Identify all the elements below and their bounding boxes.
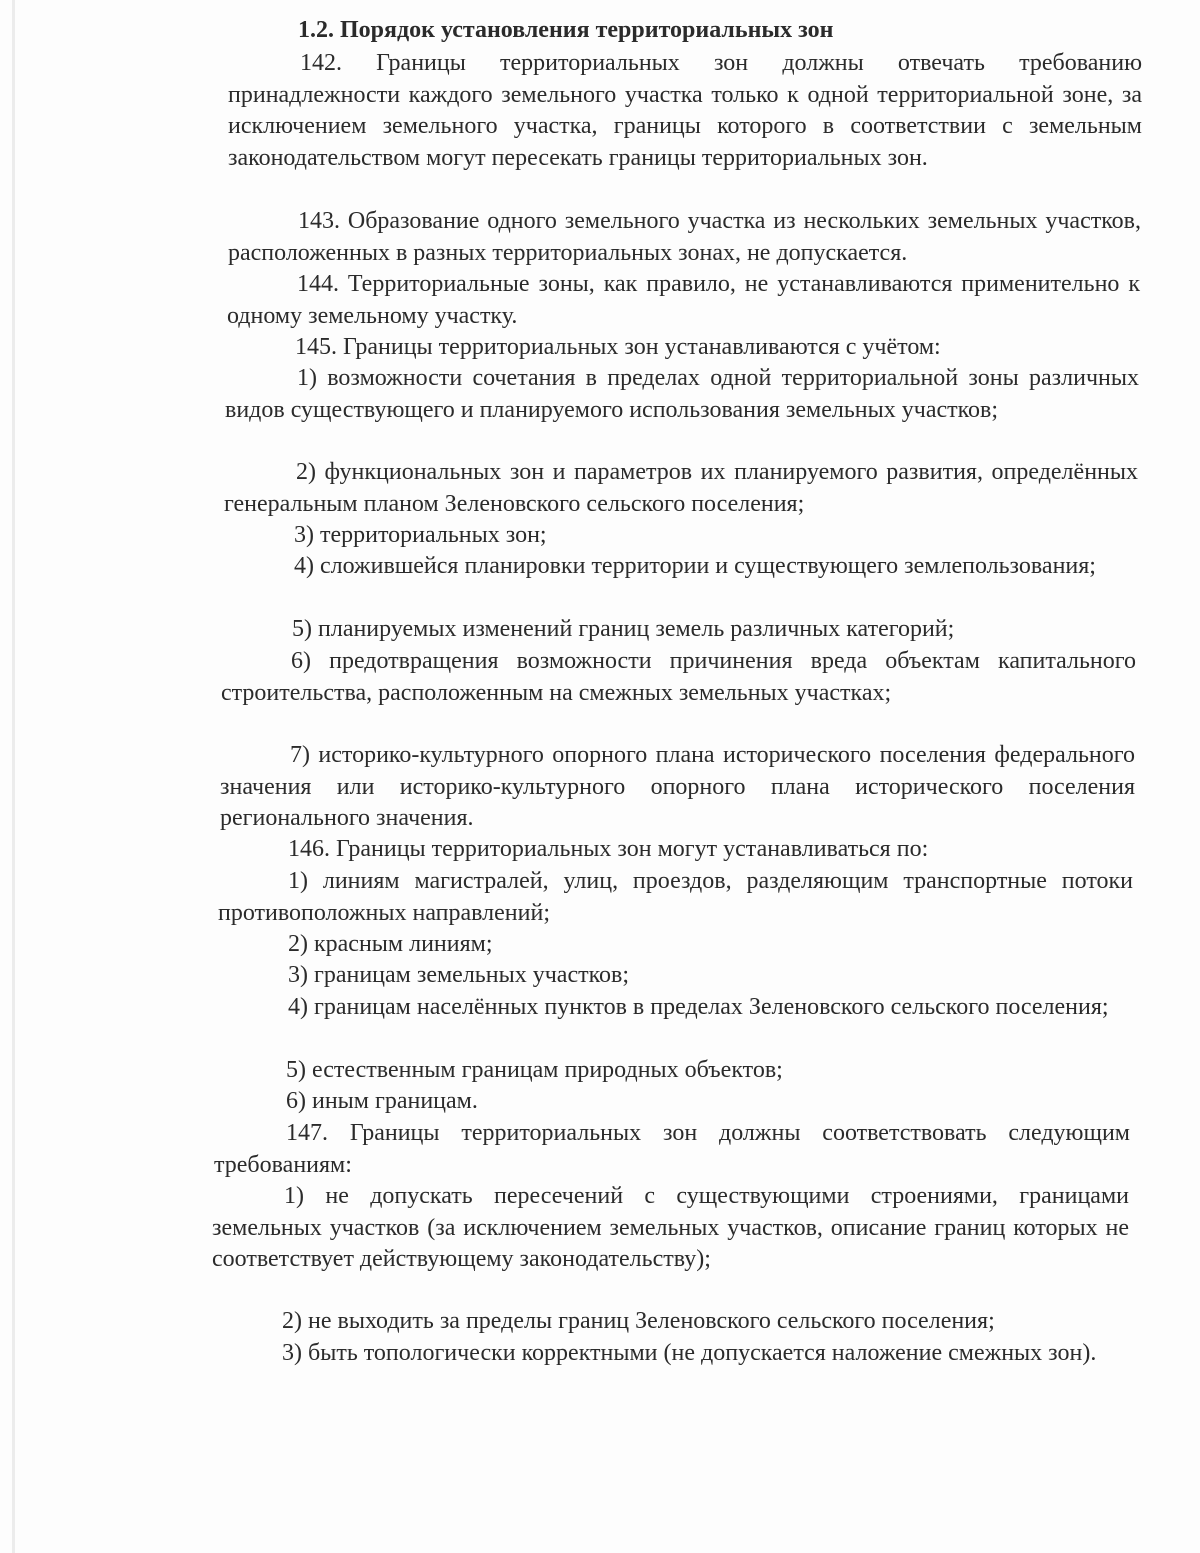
paragraph-text: 2) не выходить за пределы границ Зеленовского сельского поселения; bbox=[282, 1308, 995, 1334]
paragraph-146 bbox=[218, 834, 1133, 866]
list-item-145-2 bbox=[224, 457, 1138, 520]
list-item-146-6 bbox=[216, 1086, 1132, 1118]
paragraph-145 bbox=[225, 332, 1139, 364]
paragraph-text: 146. Границы территориальных зон могут устанавливаться по: bbox=[288, 836, 929, 862]
paragraph-text: 142. Границы территориальных зон должны отвечать требованию принадлежности каждого земельного участка только к одной территориальной зоне, за исключением земельного участка, границы которого в соответствии с земельным законодательством могут пересекать границы территориальных зон. bbox=[228, 50, 1142, 171]
paragraph-147 bbox=[214, 1118, 1130, 1181]
list-item-145-3 bbox=[224, 520, 1138, 552]
paragraph-text: 7) историко-культурного опорного плана исторического поселения федерального значения или историко-культурного опорного плана исторического поселения регионального значения. bbox=[220, 742, 1135, 831]
paragraph-142 bbox=[228, 48, 1142, 174]
list-item-145-5 bbox=[222, 614, 1137, 646]
paragraph-144 bbox=[227, 269, 1140, 332]
paragraph-143 bbox=[228, 206, 1141, 269]
paragraph-text: 143. Образование одного земельного участка из нескольких земельных участков, расположенных в разных территориальных зонах, не допускается. bbox=[228, 208, 1141, 266]
paragraph-text: 6) предотвращения возможности причинения вреда объектам капитального строительства, расположенным на смежных земельных участках; bbox=[221, 648, 1136, 706]
list-item-146-1 bbox=[218, 866, 1133, 929]
paragraph-text: 147. Границы территориальных зон должны соответствовать следующим требованиям: bbox=[214, 1120, 1130, 1178]
list-item-146-4 bbox=[216, 992, 1132, 1024]
paragraph-text: 3) быть топологически корректными (не допускается наложение смежных зон). bbox=[282, 1340, 1097, 1366]
list-item-147-3 bbox=[212, 1338, 1128, 1370]
paragraph-text: 6) иным границам. bbox=[286, 1088, 478, 1114]
list-item-145-1 bbox=[225, 363, 1139, 426]
list-item-147-1 bbox=[212, 1181, 1129, 1276]
paragraph-text: 4) сложившейся планировки территории и существующего землепользования; bbox=[294, 553, 1096, 579]
paragraph-text: 3) территориальных зон; bbox=[294, 522, 547, 548]
section-heading: 1.2. Порядок установления территориальных зон bbox=[298, 17, 834, 43]
scan-edge bbox=[12, 0, 15, 1553]
list-item-146-5 bbox=[216, 1055, 1132, 1087]
list-item-145-4 bbox=[222, 551, 1137, 583]
list-item-145-7 bbox=[220, 740, 1135, 835]
paragraph-text: 1) возможности сочетания в пределах одной территориальной зоны различных видов существующего и планируемого использования земельных участков; bbox=[225, 365, 1139, 423]
list-item-147-2 bbox=[212, 1306, 1129, 1338]
paragraph-text: 3) границам земельных участков; bbox=[288, 962, 630, 988]
list-item-145-6 bbox=[221, 646, 1136, 709]
paragraph-text: 2) функциональных зон и параметров их планируемого развития, определённых генеральным планом Зеленовского сельского поселения; bbox=[224, 459, 1138, 517]
paragraph-text: 4) границам населённых пунктов в пределах Зеленовского сельского поселения; bbox=[288, 994, 1109, 1020]
paragraph-text: 5) планируемых изменений границ земель различных категорий; bbox=[292, 616, 955, 642]
paragraph-text: 1) не допускать пересечений с существующими строениями, границами земельных участков (за исключением земельных участков, описание границ которых не соответствует действующему законодательству); bbox=[212, 1183, 1129, 1272]
list-item-146-2 bbox=[218, 929, 1133, 961]
paragraph-text: 5) естественным границам природных объектов; bbox=[286, 1057, 783, 1083]
list-item-146-3 bbox=[218, 960, 1133, 992]
paragraph-text: 144. Территориальные зоны, как правило, не устанавливаются применительно к одному земельному участку. bbox=[227, 271, 1140, 329]
paragraph-text: 145. Границы территориальных зон устанавливаются с учётом: bbox=[295, 334, 941, 360]
paragraph-text: 2) красным линиям; bbox=[288, 931, 493, 957]
paragraph-text: 1) линиям магистралей, улиц, проездов, разделяющим транспортные потоки противоположных направлений; bbox=[218, 868, 1133, 926]
